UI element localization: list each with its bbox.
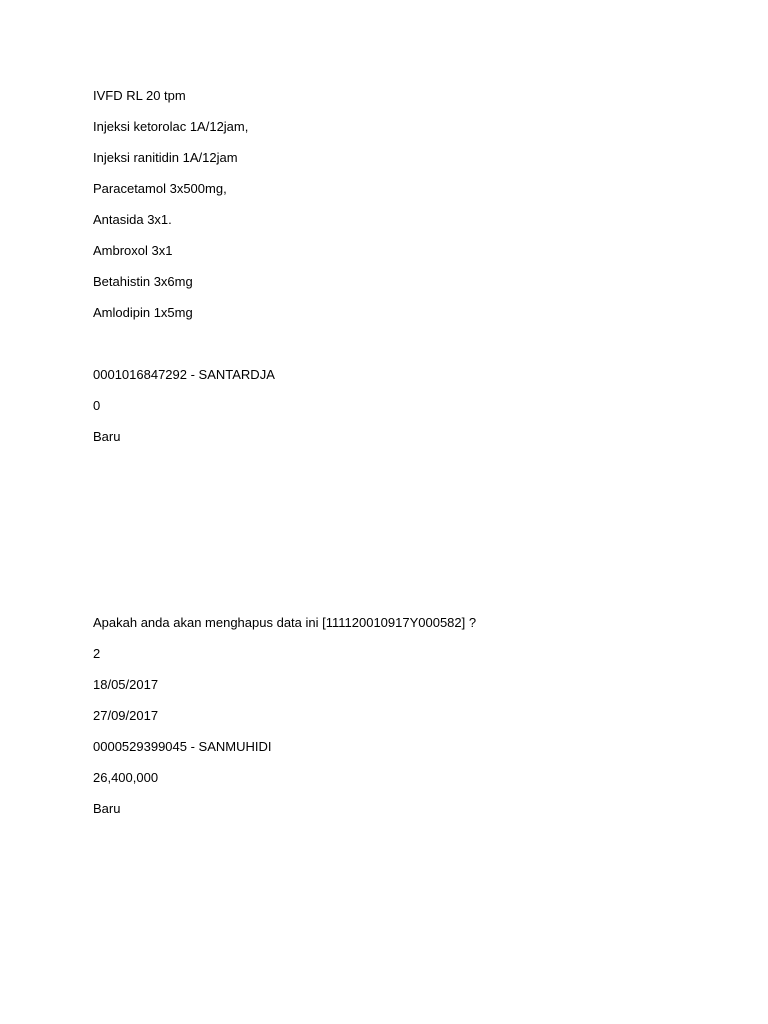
text-line-paracetamol: Paracetamol 3x500mg, [93, 181, 227, 196]
text-line-ranitidin: Injeksi ranitidin 1A/12jam [93, 150, 238, 165]
text-line-amount: 26,400,000 [93, 770, 159, 785]
text-line-end-date: 27/09/2017 [93, 708, 159, 723]
text-line-ivfd: IVFD RL 20 tpm [93, 88, 186, 103]
text-line-amlodipin: Amlodipin 1x5mg [93, 305, 193, 320]
text-line-start-date: 18/05/2017 [93, 677, 159, 692]
text-line-value-1: 0 [93, 398, 101, 413]
text-line-status-1: Baru [93, 429, 121, 444]
text-line-ambroxol: Ambroxol 3x1 [93, 243, 173, 258]
text-line-patient-2: 0000529399045 - SANMUHIDI [93, 739, 272, 754]
text-line-delete-prompt: Apakah anda akan menghapus data ini [111120010917Y000582] ? [93, 615, 477, 630]
text-line-betahistin: Betahistin 3x6mg [93, 274, 193, 289]
text-line-patient-1: 0001016847292 - SANTARDJA [93, 367, 275, 382]
text-line-antasida: Antasida 3x1. [93, 212, 172, 227]
text-line-ketorolac: Injeksi ketorolac 1A/12jam, [93, 119, 249, 134]
text-line-count: 2 [93, 646, 101, 661]
text-line-status-2: Baru [93, 801, 121, 816]
